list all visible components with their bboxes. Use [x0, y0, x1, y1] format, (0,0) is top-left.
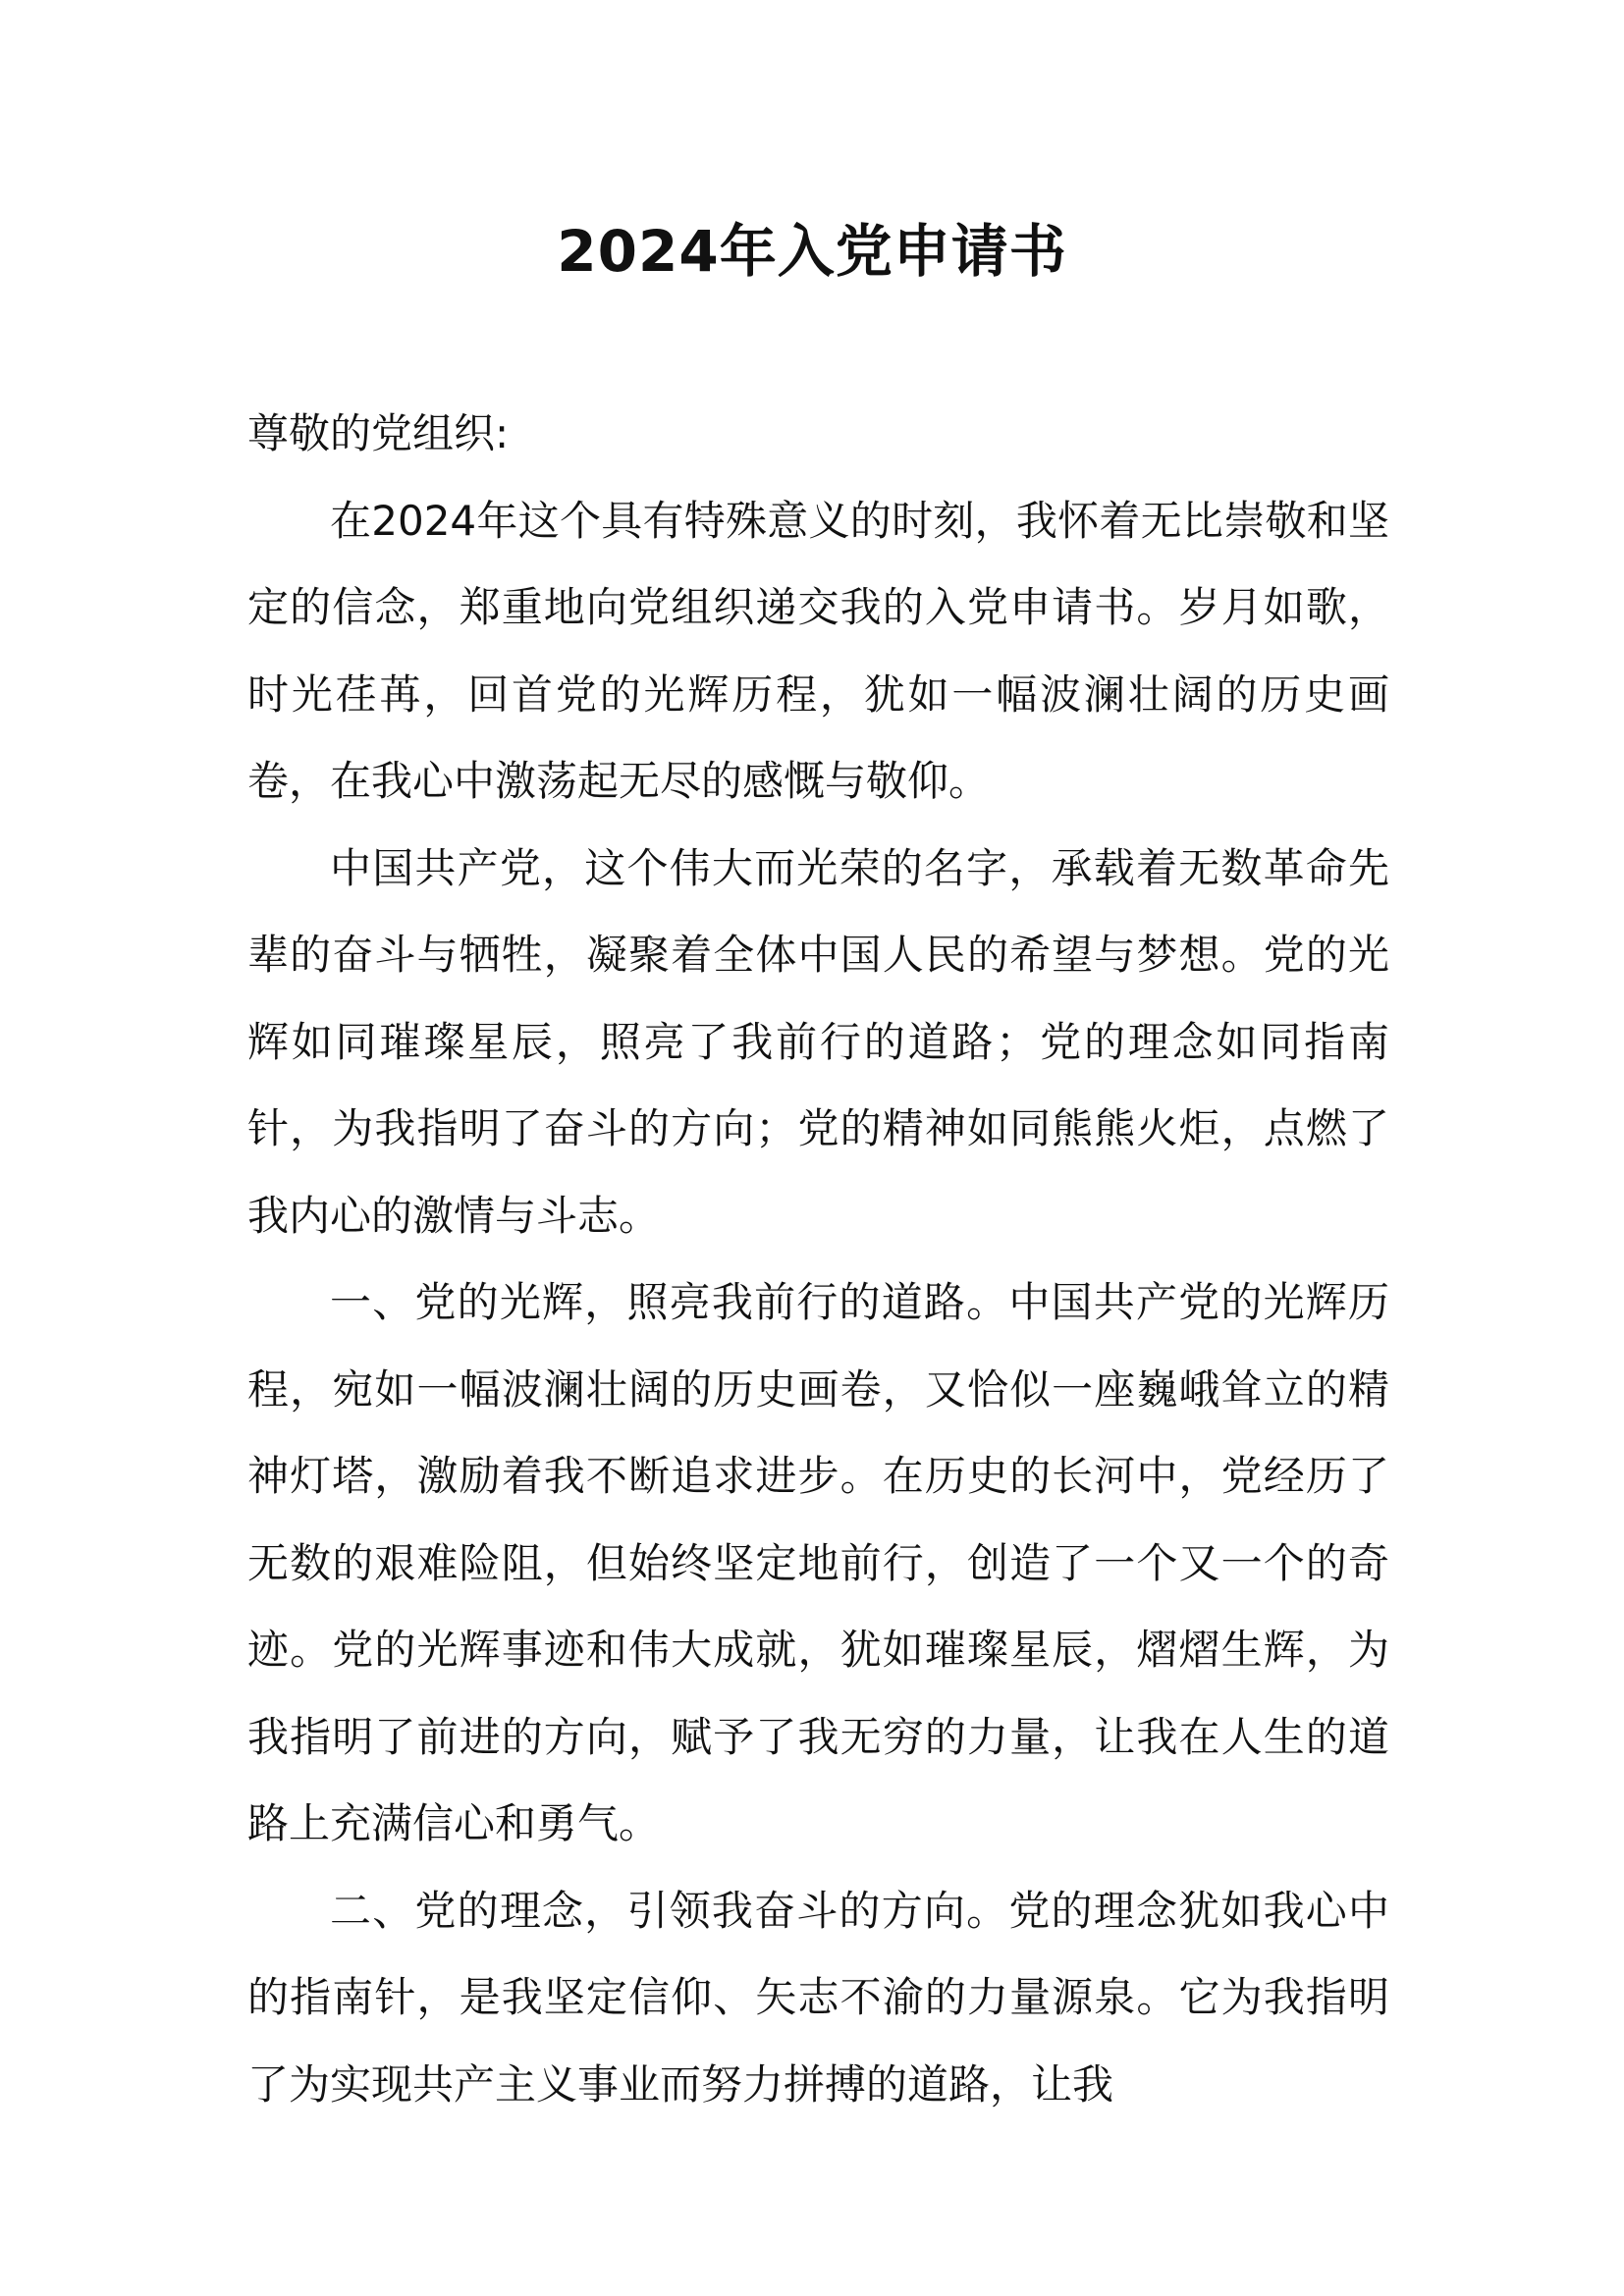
paragraph-party: 中国共产党，这个伟大而光荣的名字，承载着无数革命先辈的奋斗与牺牲，凝聚着全体中国人民的希望与梦想。党的光辉如同璀璨星辰，照亮了我前行的道路；党的理念如同指南针，为我指明了奋斗的方向；党的精神如同熊熊火炬，点燃了我内心的激情与斗志。	[247, 843, 1389, 1240]
document-title: 2024年入党申请书	[557, 218, 1067, 285]
paragraph-section-two: 二、党的理念，引领我奋斗的方向。党的理念犹如我心中的指南针，是我坚定信仰、矢志不渝的力量源泉。它为我指明了为实现共产主义事业而努力拼搏的道路，让我	[247, 1886, 1389, 2109]
paragraph-section-one: 一、党的光辉，照亮我前行的道路。中国共产党的光辉历程，宛如一幅波澜壮阔的历史画卷，又恰似一座巍峨耸立的精神灯塔，激励着我不断追求进步。在历史的长河中，党经历了无数的艰难险阻，但始终坚定地前行，创造了一个又一个的奇迹。党的光辉事迹和伟大成就，犹如璀璨星辰，熠熠生辉，为我指明了前进的方向，赋予了我无穷的力量，让我在人生的道路上充满信心和勇气。	[247, 1278, 1389, 1847]
salutation: 尊敬的党组织:	[247, 409, 510, 457]
paragraph-intro: 在2024年这个具有特殊意义的时刻，我怀着无比崇敬和坚定的信念，郑重地向党组织递交我的入党申请书。岁月如歌，时光荏苒，回首党的光辉历程，犹如一幅波澜壮阔的历史画卷，在我心中激荡起无尽的感慨与敬仰。	[247, 496, 1389, 805]
document-body	[247, 391, 1389, 2128]
